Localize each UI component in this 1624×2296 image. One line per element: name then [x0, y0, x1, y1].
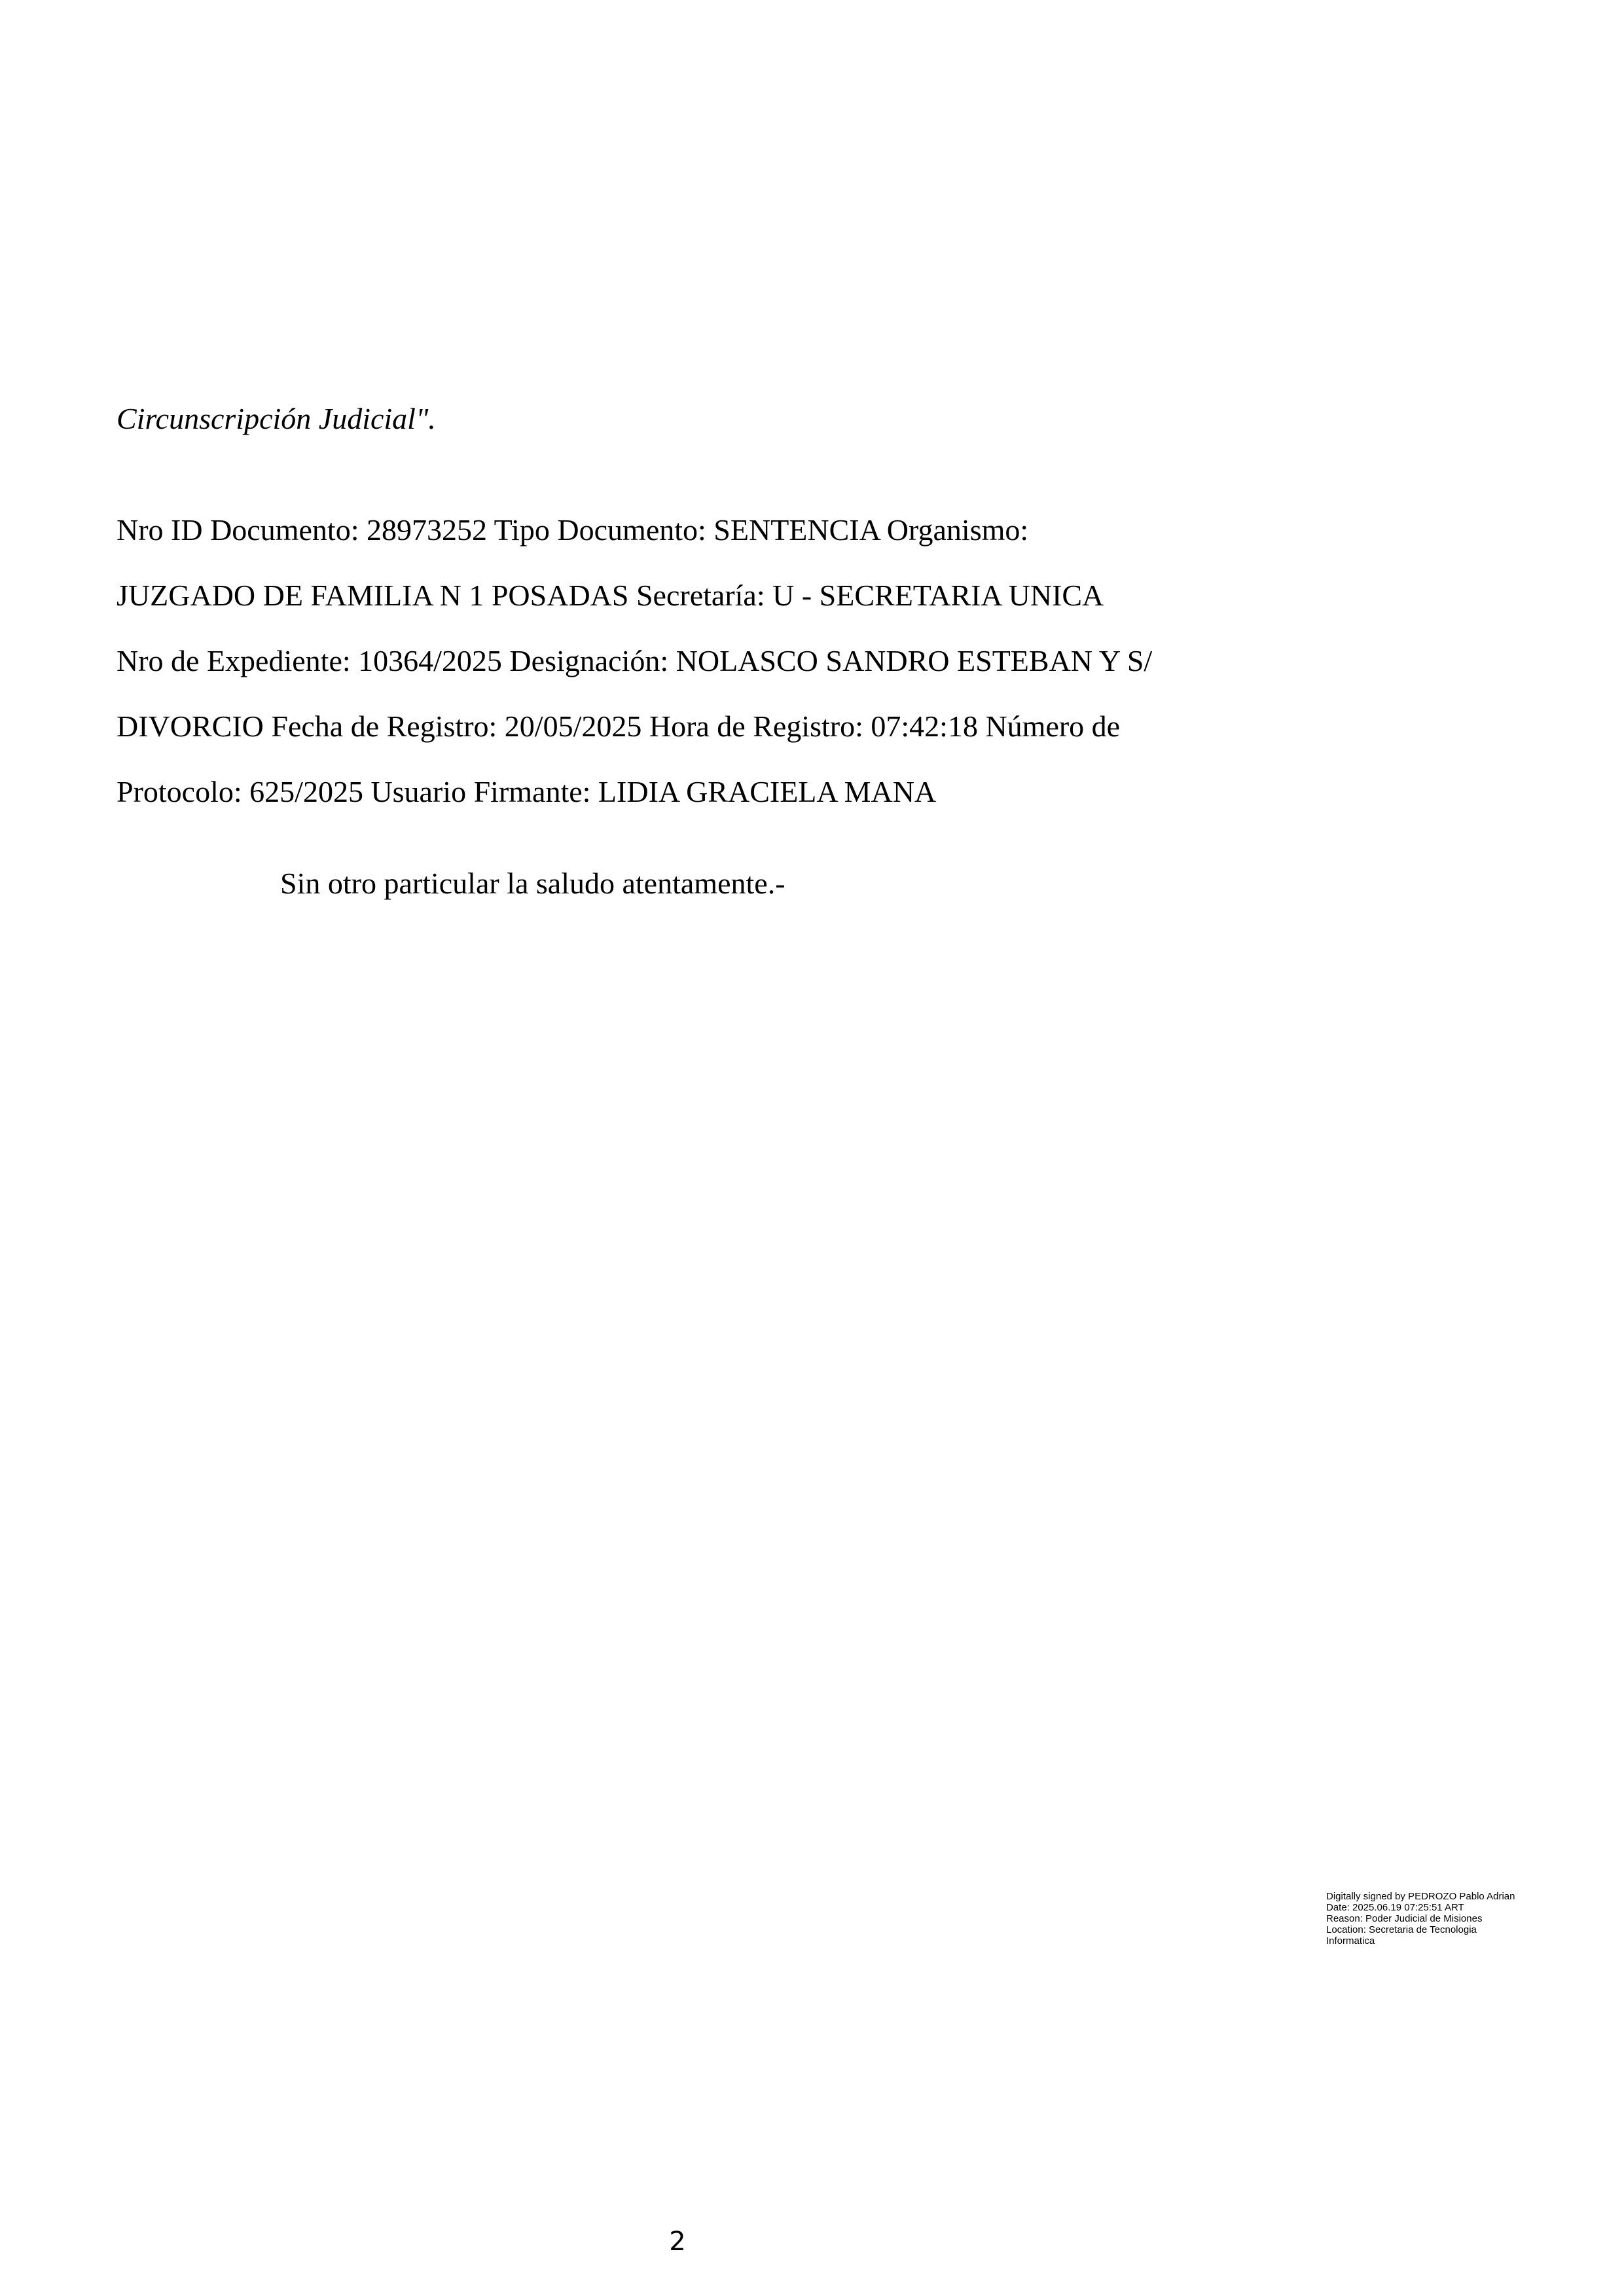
signature-line: Location: Secretaria de Tecnologia — [1326, 1924, 1477, 1935]
record-line: Nro de Expediente: 10364/2025 Designación: NOLASCO SANDRO ESTEBAN Y S/ — [117, 644, 1153, 677]
closing-salutation: Sin otro particular la saludo atentamente.- — [280, 867, 785, 900]
signature-line: Digitally signed by PEDROZO Pablo Adrian — [1326, 1891, 1515, 1902]
document-record-paragraph — [117, 497, 1152, 825]
page-number: 2 — [669, 2227, 686, 2257]
record-line: JUZGADO DE FAMILIA N 1 POSADAS Secretaría: U - SECRETARIA UNICA — [117, 579, 1104, 612]
signature-line: Date: 2025.06.19 07:25:51 ART — [1326, 1902, 1464, 1913]
record-line: Nro ID Documento: 28973252 Tipo Documento: SENTENCIA Organismo: — [117, 513, 1029, 547]
record-line: DIVORCIO Fecha de Registro: 20/05/2025 Hora de Registro: 07:42:18 Número de — [117, 709, 1121, 743]
signature-line: Reason: Poder Judicial de Misiones — [1326, 1913, 1483, 1924]
record-line: Protocolo: 625/2025 Usuario Firmante: LIDIA GRACIELA MANA — [117, 775, 937, 808]
digital-signature-block — [1326, 1891, 1515, 1946]
italic-continuation-line: Circunscripción Judicial". — [117, 402, 436, 435]
signature-line: Informatica — [1326, 1935, 1375, 1946]
